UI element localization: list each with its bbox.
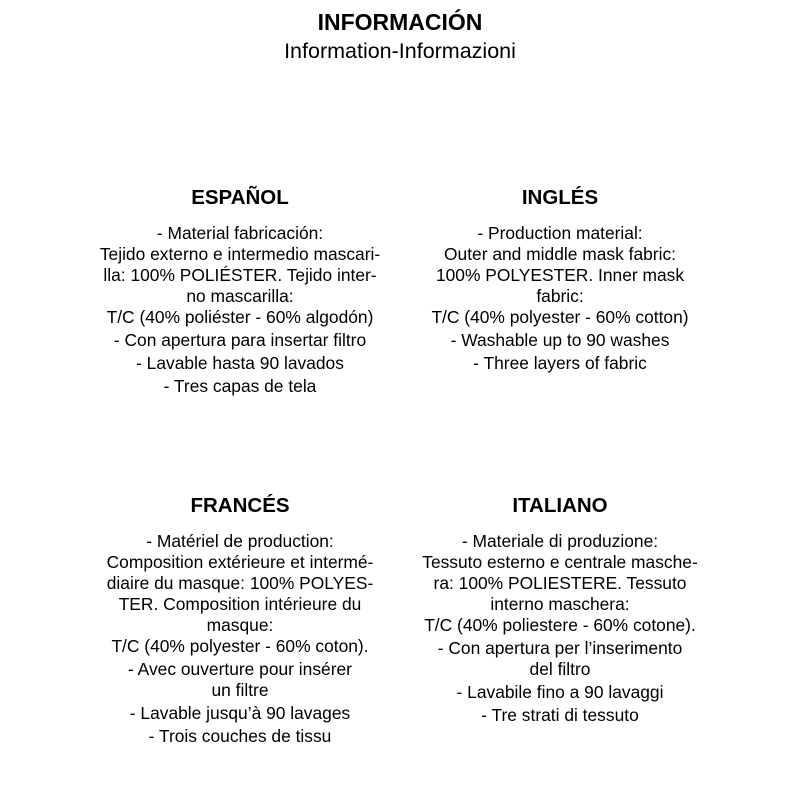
- text-line: T/C (40% polyester - 60% coton).: [111, 636, 369, 656]
- text-group: [80, 223, 400, 328]
- text-line: no mascarilla:: [186, 286, 294, 306]
- text-line: fabric:: [536, 286, 584, 306]
- text-line: - Washable up to 90 washes: [450, 330, 670, 350]
- text-line: un filtre: [211, 680, 269, 700]
- text-group: [400, 682, 720, 703]
- text-line: Composition extérieure et intermé-: [106, 552, 374, 572]
- section-body-italiano: [400, 531, 720, 726]
- section-body-frances: [80, 531, 400, 747]
- text-group: [400, 353, 720, 374]
- text-line: TER. Composition intérieure du: [118, 594, 362, 614]
- text-line: ra: 100% POLIESTERE. Tessuto: [433, 573, 687, 593]
- text-line: - Material fabricación:: [156, 223, 324, 243]
- text-line: - Materiale di produzione:: [461, 531, 659, 551]
- section-body-espanol: [80, 223, 400, 397]
- language-sections: [0, 185, 800, 747]
- text-line: T/C (40% poliéster - 60% algodón): [106, 307, 374, 327]
- text-line: - Con apertura para insertar filtro: [113, 330, 367, 350]
- text-line: diaire du masque: 100% POLYES-: [106, 573, 374, 593]
- text-line: - Lavable jusqu’à 90 lavages: [129, 703, 351, 723]
- section-heading-frances: FRANCÉS: [190, 494, 290, 517]
- header: [0, 0, 800, 65]
- text-group: [400, 223, 720, 328]
- page-title: INFORMACIÓN: [317, 9, 483, 35]
- text-group: [80, 376, 400, 397]
- text-group: [80, 726, 400, 747]
- text-line: - Avec ouverture pour insérer: [128, 659, 352, 679]
- section-italiano: [400, 493, 720, 747]
- text-line: Tessuto esterno e centrale masche-: [422, 552, 698, 572]
- text-group: [400, 638, 720, 680]
- section-frances: [80, 493, 400, 747]
- section-heading-italiano: ITALIANO: [512, 494, 608, 517]
- text-group: [400, 531, 720, 636]
- text-line: - Con apertura per l’inserimento: [437, 638, 683, 658]
- text-line: - Tres capas de tela: [163, 376, 317, 396]
- text-line: - Three layers of fabric: [473, 353, 647, 373]
- text-group: [80, 659, 400, 701]
- section-body-ingles: [400, 223, 720, 374]
- text-line: - Matériel de production:: [146, 531, 334, 551]
- text-group: [400, 705, 720, 726]
- text-line: 100% POLYESTER. Inner mask: [435, 265, 685, 285]
- text-group: [80, 330, 400, 351]
- text-line: lla: 100% POLIÉSTER. Tejido inter-: [103, 265, 377, 285]
- section-espanol: [80, 185, 400, 397]
- text-group: [400, 330, 720, 351]
- page-subtitle: Information-Informazioni: [284, 39, 516, 63]
- text-group: [80, 703, 400, 724]
- text-line: - Production material:: [477, 223, 643, 243]
- text-line: T/C (40% poliestere - 60% cotone).: [424, 615, 696, 635]
- text-group: [80, 531, 400, 657]
- section-heading-ingles: INGLÉS: [521, 186, 599, 209]
- text-line: Outer and middle mask fabric:: [444, 244, 676, 264]
- text-line: - Trois couches de tissu: [148, 726, 332, 746]
- section-heading-espanol: ESPAÑOL: [191, 186, 289, 209]
- text-line: T/C (40% polyester - 60% cotton): [431, 307, 689, 327]
- text-line: Tejido externo e intermedio mascari-: [99, 244, 381, 264]
- text-line: del filtro: [529, 659, 591, 679]
- text-line: - Tre strati di tessuto: [481, 705, 639, 725]
- text-line: masque:: [206, 615, 274, 635]
- text-group: [80, 353, 400, 374]
- text-line: interno maschera:: [490, 594, 630, 614]
- text-line: - Lavable hasta 90 lavados: [136, 353, 344, 373]
- text-line: - Lavabile fino a 90 lavaggi: [456, 682, 664, 702]
- section-ingles: [400, 185, 720, 397]
